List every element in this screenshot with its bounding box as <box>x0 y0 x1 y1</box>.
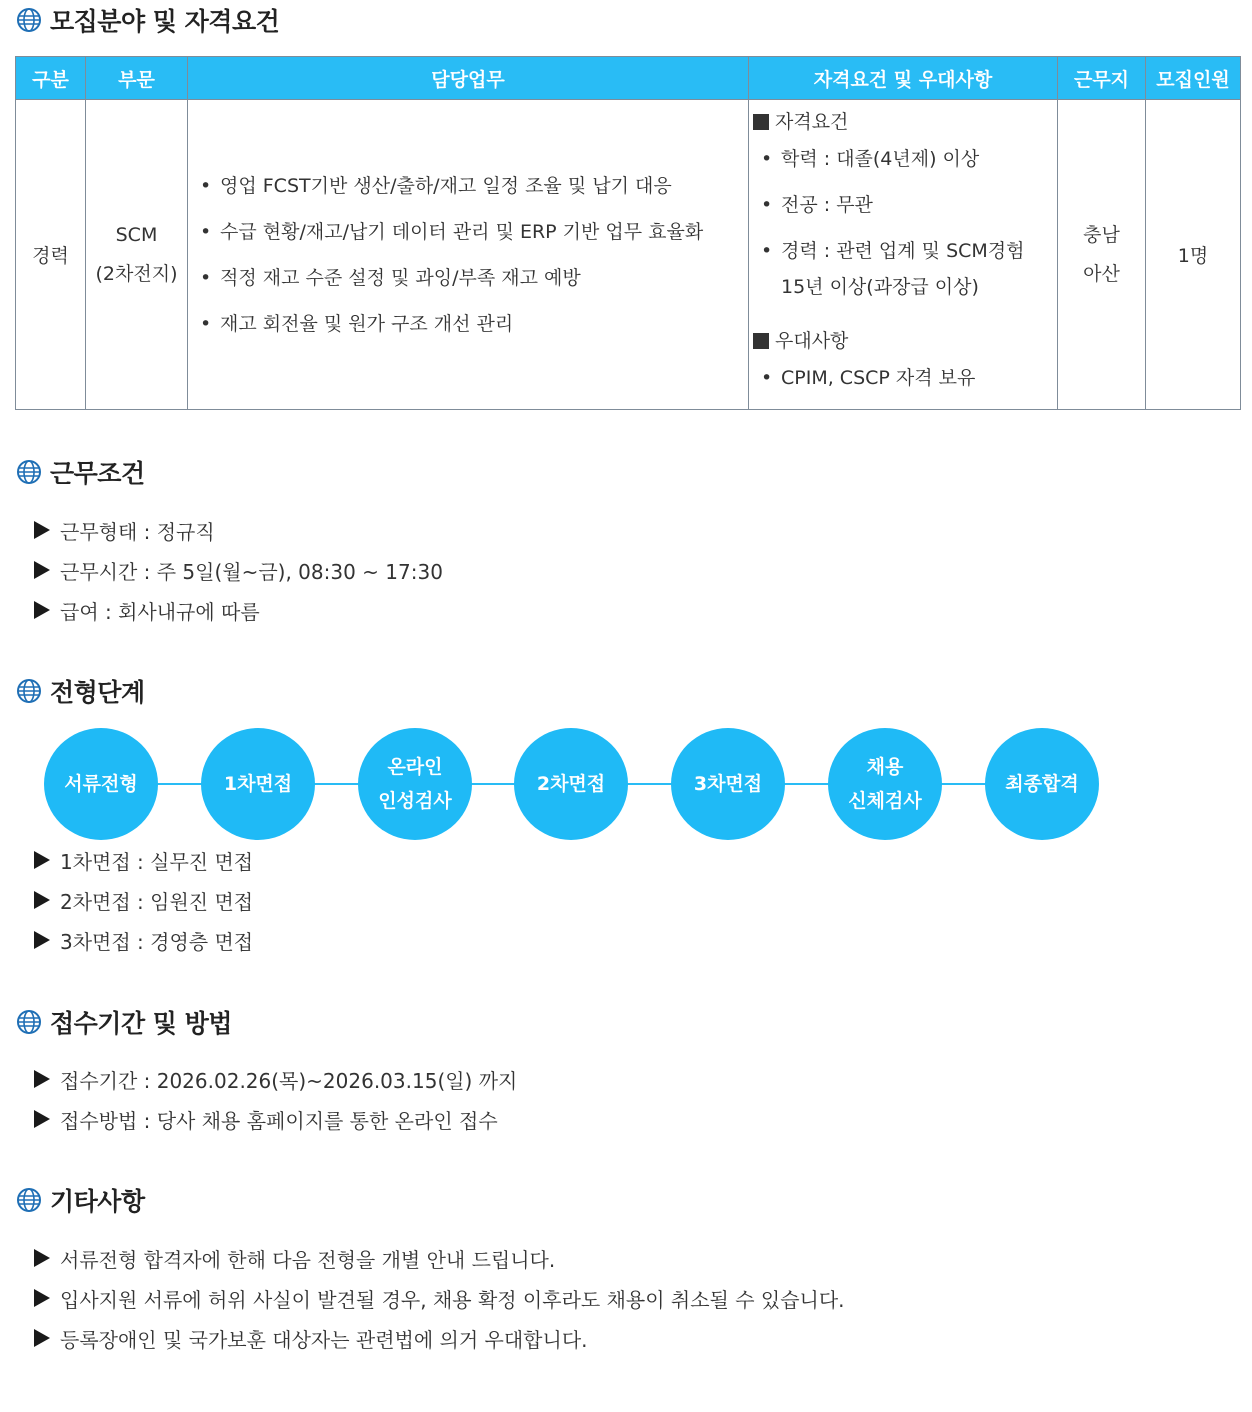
qual-heading <box>749 108 1057 136</box>
list-item: • 전공 : 무관 <box>781 187 1057 223</box>
etc-item <box>34 1243 555 1273</box>
cell-department <box>86 100 188 410</box>
qual-heading-text: 자격요건 <box>775 111 849 133</box>
list-item: • 영업 FCST기반 생산/출하/재고 일정 조율 및 납기 대응 <box>220 163 748 209</box>
triangle-right-icon <box>34 931 50 949</box>
section-title-conditions <box>16 455 145 489</box>
header-department: 부문 <box>86 57 188 100</box>
step-third-interview: 3차면접 <box>671 728 785 840</box>
apply-item <box>34 1064 517 1094</box>
condition-text: 급여 : 회사내규에 따름 <box>60 599 260 624</box>
globe-icon <box>16 7 42 33</box>
cell-location <box>1058 100 1146 410</box>
condition-item <box>34 595 260 625</box>
condition-item <box>34 555 443 585</box>
location-line2: 아산 <box>1083 262 1120 285</box>
step-document-screening: 서류전형 <box>44 728 158 840</box>
etc-text: 서류전형 합격자에 한해 다음 전형을 개별 안내 드립니다. <box>60 1247 556 1272</box>
triangle-right-icon <box>34 561 50 579</box>
interview-text: 1차면접 : 실무진 면접 <box>60 849 254 874</box>
apply-text: 접수방법 : 당사 채용 홈페이지를 통한 온라인 접수 <box>60 1108 498 1133</box>
cell-duties <box>188 100 749 410</box>
list-item: • 적정 재고 수준 설정 및 과잉/부족 재고 예방 <box>220 255 748 301</box>
interview-text: 2차면접 : 임원진 면접 <box>60 889 254 914</box>
header-duties: 담당업무 <box>188 57 749 100</box>
square-bullet-icon <box>753 333 769 349</box>
department-name: SCM <box>115 223 158 246</box>
section-title-text: 모집분야 및 자격요건 <box>50 7 280 36</box>
step-first-interview: 1차면접 <box>201 728 315 840</box>
list-item: • CPIM, CSCP 자격 보유 <box>781 360 1057 396</box>
section-title-text: 접수기간 및 방법 <box>50 1009 232 1038</box>
condition-text: 근무시간 : 주 5일(월~금), 08:30 ~ 17:30 <box>60 559 443 584</box>
apply-item <box>34 1104 498 1134</box>
step-second-interview: 2차면접 <box>514 728 628 840</box>
triangle-right-icon <box>34 891 50 909</box>
condition-text: 근무형태 : 정규직 <box>60 519 215 544</box>
pref-list <box>749 360 1057 396</box>
globe-icon <box>16 1187 42 1213</box>
triangle-right-icon <box>34 1110 50 1128</box>
section-title-recruit <box>16 3 279 37</box>
duties-list <box>188 163 748 347</box>
apply-text: 접수기간 : 2026.02.26(목)~2026.03.15(일) 까지 <box>60 1068 518 1093</box>
section-title-etc <box>16 1183 145 1217</box>
list-item: • 재고 회전율 및 원가 구조 개선 관리 <box>220 301 748 347</box>
department-sub: (2차전지) <box>95 262 178 285</box>
qual-list <box>749 141 1057 305</box>
globe-icon <box>16 678 42 704</box>
qual-career-line2: 15년 이상(과장급 이상) <box>781 276 979 298</box>
pref-heading <box>749 327 1057 355</box>
interview-item <box>34 925 253 955</box>
cell-headcount: 1명 <box>1146 100 1241 410</box>
globe-icon <box>16 1009 42 1035</box>
section-title-text: 전형단계 <box>50 678 145 707</box>
table-row <box>16 100 1241 410</box>
process-steps <box>44 728 1104 840</box>
header-headcount: 모집인원 <box>1146 57 1241 100</box>
section-title-text: 근무조건 <box>50 459 145 488</box>
interview-text: 3차면접 : 경영층 면접 <box>60 929 254 954</box>
triangle-right-icon <box>34 1070 50 1088</box>
step-medical-checkup: 채용 신체검사 <box>828 728 942 840</box>
table-header-row <box>16 57 1241 100</box>
header-category: 구분 <box>16 57 86 100</box>
list-item: • 수급 현황/재고/납기 데이터 관리 및 ERP 기반 업무 효율화 <box>220 209 748 255</box>
qual-career-line1: 경력 : 관련 업계 및 SCM경험 <box>781 240 1025 262</box>
triangle-right-icon <box>34 1289 50 1307</box>
etc-text: 등록장애인 및 국가보훈 대상자는 관련법에 의거 우대합니다. <box>60 1327 588 1352</box>
interview-item <box>34 845 253 875</box>
triangle-right-icon <box>34 1249 50 1267</box>
section-title-process <box>16 674 145 708</box>
globe-icon <box>16 459 42 485</box>
location-line1: 충남 <box>1083 223 1120 246</box>
interview-item <box>34 885 253 915</box>
triangle-right-icon <box>34 601 50 619</box>
header-qualifications: 자격요건 및 우대사항 <box>749 57 1058 100</box>
triangle-right-icon <box>34 521 50 539</box>
cell-category: 경력 <box>16 100 86 410</box>
step-final-pass: 최종합격 <box>985 728 1099 840</box>
cell-qualifications <box>749 100 1058 410</box>
triangle-right-icon <box>34 1329 50 1347</box>
pref-heading-text: 우대사항 <box>775 330 849 352</box>
list-item <box>781 233 1057 305</box>
recruit-table <box>15 56 1241 410</box>
list-item: • 학력 : 대졸(4년제) 이상 <box>781 141 1057 177</box>
etc-item <box>34 1283 845 1313</box>
header-location: 근무지 <box>1058 57 1146 100</box>
square-bullet-icon <box>753 114 769 130</box>
etc-text: 입사지원 서류에 허위 사실이 발견될 경우, 채용 확정 이후라도 채용이 취소될 수 있습니다. <box>60 1287 845 1312</box>
triangle-right-icon <box>34 851 50 869</box>
etc-item <box>34 1323 588 1353</box>
condition-item <box>34 515 215 545</box>
section-title-text: 기타사항 <box>50 1187 145 1216</box>
step-online-personality-test: 온라인 인성검사 <box>358 728 472 840</box>
section-title-apply <box>16 1005 232 1039</box>
